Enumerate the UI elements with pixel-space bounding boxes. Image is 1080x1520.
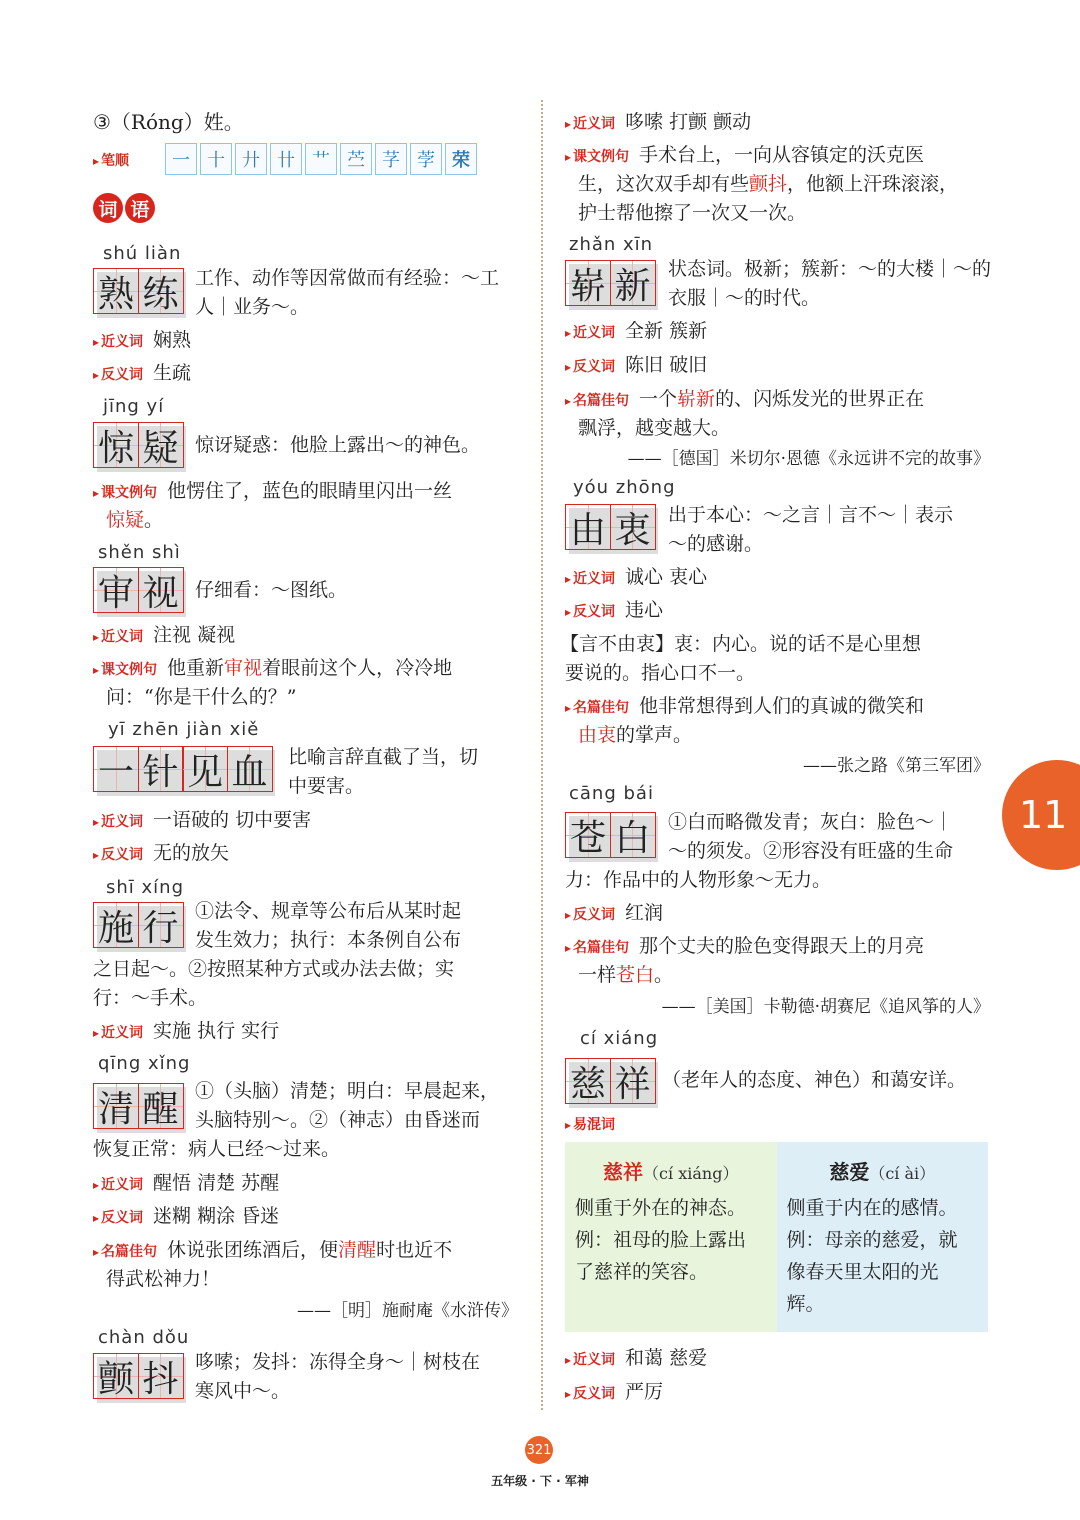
famous-label: ▸ 名篇佳句 (565, 700, 629, 716)
definition: 仔细看：～图纸。 (195, 579, 348, 601)
pinyin: yī zhēn jiàn xiě (108, 719, 260, 740)
ant-label: ▸ 反义词 (93, 367, 143, 383)
heading-char: 语 (125, 193, 155, 223)
synonym-row (93, 1017, 279, 1048)
pinyin: zhǎn xīn (569, 234, 654, 255)
syn-label: ▸ 近义词 (565, 1352, 615, 1368)
word-char: 一 (93, 746, 139, 792)
compare-title (787, 1156, 979, 1190)
stroke-cell: 芓 (375, 143, 407, 175)
antonyms: 违心 (625, 599, 664, 621)
ant-label: ▸ 反义词 (565, 359, 615, 375)
definition: ①白而略微发青；灰白：脸色～｜ (668, 811, 954, 833)
famous-quote-row (565, 932, 924, 963)
synonym-row (93, 806, 311, 837)
famous-label: ▸ 名篇佳句 (93, 1244, 157, 1260)
word-char: 由 (565, 504, 611, 550)
word-char: 疑 (138, 422, 184, 468)
syn-label: ▸ 近义词 (93, 814, 143, 830)
highlight: 审视 (224, 657, 263, 679)
highlight: 惊疑 (106, 509, 145, 531)
word-char: 清 (93, 1083, 139, 1129)
word-char: 醒 (138, 1083, 184, 1129)
quote-cont (578, 961, 673, 990)
example-text: 手术台上，一向从容镇定的沃克医 (639, 144, 925, 166)
antonyms: 迷糊 糊涂 昏迷 (153, 1205, 280, 1227)
example-row (565, 141, 924, 172)
word-char: 白 (610, 812, 656, 858)
definition: 哆嗦；发抖：冻得全身～｜树枝在 (195, 1351, 481, 1373)
example-label: ▸ 课文例句 (565, 149, 629, 165)
quote-text: 那个丈夫的脸色变得跟天上的月亮 (639, 935, 925, 957)
quote-cont: 得武松神力！ (106, 1268, 221, 1290)
example-text: 他愣住了，蓝色的眼睛里闪出一丝 (167, 480, 453, 502)
compare-pinyin: （cí xiáng） (643, 1164, 739, 1183)
antonym-row (565, 899, 663, 930)
synonym-row (93, 1169, 279, 1200)
word-box-youzhong (565, 504, 654, 550)
ant-label: ▸ 反义词 (93, 1210, 143, 1226)
idiom-definition: 【言不由衷】衷：内心。说的话不是心里想 (560, 633, 922, 655)
synonyms: 一语破的 切中要害 (153, 809, 312, 831)
quote-cont: 飘浮，越变越大。 (578, 417, 731, 439)
word-box-jingyi (93, 422, 182, 468)
word-box-cangbai (565, 812, 654, 858)
synonyms: 实施 执行 实行 (153, 1020, 280, 1042)
stroke-cell: 廾 (235, 143, 267, 175)
definition: 中要害。 (288, 775, 365, 797)
stroke-order (165, 143, 480, 175)
compare-line: 侧重于内在的感情。 (786, 1197, 958, 1219)
highlight: 苍白 (616, 964, 655, 986)
antonym-row (565, 596, 663, 627)
syn-label: ▸ 近义词 (93, 1025, 143, 1041)
example-row (93, 654, 452, 685)
definition: （老年人的态度、神色）和蔼安详。 (662, 1069, 967, 1091)
word-char: 衷 (610, 504, 656, 550)
example-text: 生，这次双手却有些 (578, 173, 750, 195)
word-box-cixiang (565, 1058, 654, 1104)
stroke-cell: 茡 (410, 143, 442, 175)
highlight: 颤抖 (749, 173, 788, 195)
section-heading-ciyu (93, 193, 155, 223)
example-text: 。 (144, 509, 164, 531)
word-char: 熟 (93, 268, 139, 314)
syn-label: ▸ 近义词 (565, 571, 615, 587)
antonyms: 严厉 (625, 1381, 664, 1403)
compare-line: 侧重于外在的神态。 (575, 1197, 747, 1219)
quote-text: 休说张团练酒后，便 (167, 1239, 339, 1261)
definition: ～的须发。②形容没有旺盛的生命 (668, 840, 954, 862)
famous-label: ▸ 名篇佳句 (565, 940, 629, 956)
example-label: ▸ 课文例句 (93, 485, 157, 501)
synonym-row (565, 108, 751, 139)
definition: 行：～手术。 (93, 987, 208, 1009)
pinyin: yóu zhōng (573, 477, 676, 498)
stroke-cell: 艹 (305, 143, 337, 175)
antonyms: 无的放矢 (153, 842, 230, 864)
synonyms: 哆嗦 打颤 颤动 (625, 111, 752, 133)
synonym-row (565, 317, 707, 348)
quote-text: 一个 (639, 388, 678, 410)
famous-label: ▸ 名篇佳句 (565, 393, 629, 409)
pinyin: qīng xǐng (98, 1053, 191, 1074)
strokes-row (93, 145, 139, 176)
word-box-shulian (93, 268, 182, 314)
syn-label: ▸ 近义词 (93, 629, 143, 645)
compare-title (575, 1156, 767, 1190)
definition: 工作、动作等因常做而有经验：～工 (195, 267, 500, 289)
definition: ①（头脑）清楚；明白：早晨起来， (195, 1080, 500, 1102)
ant-label: ▸ 反义词 (565, 604, 615, 620)
quote-text: 的掌声。 (616, 724, 693, 746)
synonyms: 诚心 衷心 (625, 566, 708, 588)
quote-text: 。 (654, 964, 674, 986)
pinyin: shěn shì (98, 542, 181, 563)
antonyms: 红润 (625, 902, 664, 924)
word-char: 练 (138, 268, 184, 314)
example-row (93, 477, 452, 508)
pinyin: cí xiáng (580, 1028, 659, 1049)
pinyin: jīng yí (103, 396, 165, 417)
definition: 衣服｜～的时代。 (668, 287, 821, 309)
chapter-tab: 11 (1002, 760, 1080, 870)
definition: 发生效力；执行：本条例自公布 (195, 929, 462, 951)
word-char: 视 (138, 567, 184, 613)
stroke-cell: 卄 (270, 143, 302, 175)
quote-source: ——［美国］卡勒德·胡赛尼《追风筝的人》 (661, 997, 990, 1017)
syn-label: ▸ 近义词 (93, 334, 143, 350)
definition: 惊讶疑惑：他脸上露出～的神色。 (195, 434, 481, 456)
definition: 人｜业务～。 (195, 296, 310, 318)
word-char: 惊 (93, 422, 139, 468)
quote-source: ——张之路《第三军团》 (803, 756, 990, 776)
highlight: 崭新 (677, 388, 716, 410)
compare-right (777, 1142, 989, 1332)
stroke-cell: 荣 (445, 143, 477, 175)
page-footer: 五年级 · 下 · 军神 (491, 1474, 589, 1488)
antonym-row (93, 359, 191, 390)
pinyin: shú liàn (103, 243, 182, 264)
quote-text: 他非常想得到人们的真诚的微笑和 (639, 695, 925, 717)
synonyms: 醒悟 清楚 苏醒 (153, 1172, 280, 1194)
definition: 之日起～。②按照某种方式或办法去做；实 (93, 958, 455, 980)
pinyin: chàn dǒu (98, 1327, 190, 1348)
compare-line: 了慈祥的笑容。 (575, 1261, 709, 1283)
word-char: 施 (93, 902, 139, 948)
example-text: 他重新 (167, 657, 225, 679)
compare-word: 慈爱 (829, 1160, 870, 1184)
antonym-row (93, 839, 229, 870)
compare-line: 像春天里太阳的光 (786, 1261, 939, 1283)
pinyin: shī xíng (106, 877, 184, 898)
synonym-row (565, 1344, 707, 1375)
synonyms: 注视 凝视 (153, 624, 236, 646)
column-divider (541, 100, 543, 1410)
stroke-cell: 一 (165, 143, 197, 175)
quote-text: 一样 (578, 964, 617, 986)
rong-surname-line: ③（Róng）姓。 (93, 110, 244, 134)
word-box-yizhenjianxie (93, 746, 271, 792)
idiom-definition: 要说的。指心口不一。 (565, 662, 756, 684)
definition: 力：作品中的人物形象～无力。 (565, 869, 832, 891)
word-char: 新 (610, 260, 656, 306)
word-box-zhanxin (565, 260, 654, 306)
synonyms: 和蔼 慈爱 (625, 1347, 708, 1369)
compare-line: 例：祖母的脸上露出 (575, 1229, 747, 1251)
antonym-row (565, 351, 707, 382)
definition: 出于本心：～之言｜言不～｜表示 (668, 504, 954, 526)
example-cont: 护士帮他擦了一次又一次。 (578, 202, 807, 224)
pinyin: cāng bái (569, 783, 654, 804)
word-char: 审 (93, 567, 139, 613)
word-char: 崭 (565, 260, 611, 306)
synonym-row (93, 621, 235, 652)
famous-quote-row (93, 1236, 452, 1267)
example-cont: 问：“你是干什么的？” (106, 686, 297, 708)
compare-line: 例：母亲的慈爱，就 (786, 1229, 958, 1251)
quote-cont (578, 721, 692, 750)
quote-source: ——［明］施耐庵《水浒传》 (297, 1301, 518, 1321)
example-label: ▸ 课文例句 (93, 662, 157, 678)
synonyms: 全新 簇新 (625, 320, 708, 342)
word-char: 祥 (610, 1058, 656, 1104)
word-char: 抖 (138, 1353, 184, 1399)
page-number: 321 (525, 1436, 553, 1464)
example-cont (106, 506, 163, 535)
word-char: 血 (227, 746, 273, 792)
antonym-row (93, 1202, 279, 1233)
quote-source: ——［德国］米切尔·恩德《永远讲不完的故事》 (627, 449, 990, 469)
synonyms: 娴熟 (153, 329, 192, 351)
quote-text: 的、闪烁发光的世界正在 (715, 388, 925, 410)
word-char: 针 (138, 746, 184, 792)
highlight: 由衷 (578, 724, 617, 746)
antonym-row (565, 1378, 663, 1409)
word-box-shenshi (93, 567, 182, 613)
word-char: 颤 (93, 1353, 139, 1399)
synonym-row (93, 326, 191, 357)
strokes-label: ▸ 笔顺 (93, 153, 129, 169)
highlight: 清醒 (338, 1239, 377, 1261)
famous-quote-row (565, 692, 924, 723)
compare-pinyin: （cí ài） (869, 1164, 936, 1183)
word-box-chandou (93, 1353, 182, 1399)
ant-label: ▸ 反义词 (565, 907, 615, 923)
heading-char: 词 (93, 193, 123, 223)
confuse-label: ▸ 易混词 (565, 1117, 615, 1133)
antonyms: 陈旧 破旧 (625, 354, 708, 376)
synonym-row (565, 563, 707, 594)
definition: ①法令、规章等公布后从某时起 (195, 900, 462, 922)
syn-label: ▸ 近义词 (565, 325, 615, 341)
ant-label: ▸ 反义词 (93, 847, 143, 863)
example-text: ，他额上汗珠滚滚， (787, 173, 959, 195)
syn-label: ▸ 近义词 (565, 116, 615, 132)
ant-label: ▸ 反义词 (565, 1386, 615, 1402)
word-char: 苍 (565, 812, 611, 858)
definition: 寒风中～。 (195, 1380, 291, 1402)
definition: 恢复正常：病人已经～过来。 (93, 1138, 341, 1160)
confusable-compare-box (565, 1142, 988, 1332)
example-cont (578, 170, 958, 199)
confusable-row (565, 1109, 625, 1140)
word-box-qingxing (93, 1083, 182, 1129)
syn-label: ▸ 近义词 (93, 1177, 143, 1193)
word-char: 见 (182, 746, 228, 792)
stroke-cell: 十 (200, 143, 232, 175)
example-text: 着眼前这个人，冷冷地 (262, 657, 453, 679)
compare-left (565, 1142, 777, 1332)
compare-word: 慈祥 (603, 1160, 644, 1184)
stroke-cell: 苎 (340, 143, 372, 175)
word-char: 行 (138, 902, 184, 948)
quote-text: 时也近不 (376, 1239, 453, 1261)
definition: 状态词。极新；簇新：～的大楼｜～的 (668, 258, 992, 280)
compare-line: 辉。 (786, 1293, 825, 1315)
definition: ～的感谢。 (668, 533, 764, 555)
famous-quote-row (565, 385, 924, 416)
definition: 比喻言辞直截了当，切 (288, 746, 479, 768)
definition: 头脑特别～。②（神志）由昏迷而 (195, 1109, 481, 1131)
antonyms: 生疏 (153, 362, 192, 384)
word-char: 慈 (565, 1058, 611, 1104)
word-box-shixing (93, 902, 182, 948)
